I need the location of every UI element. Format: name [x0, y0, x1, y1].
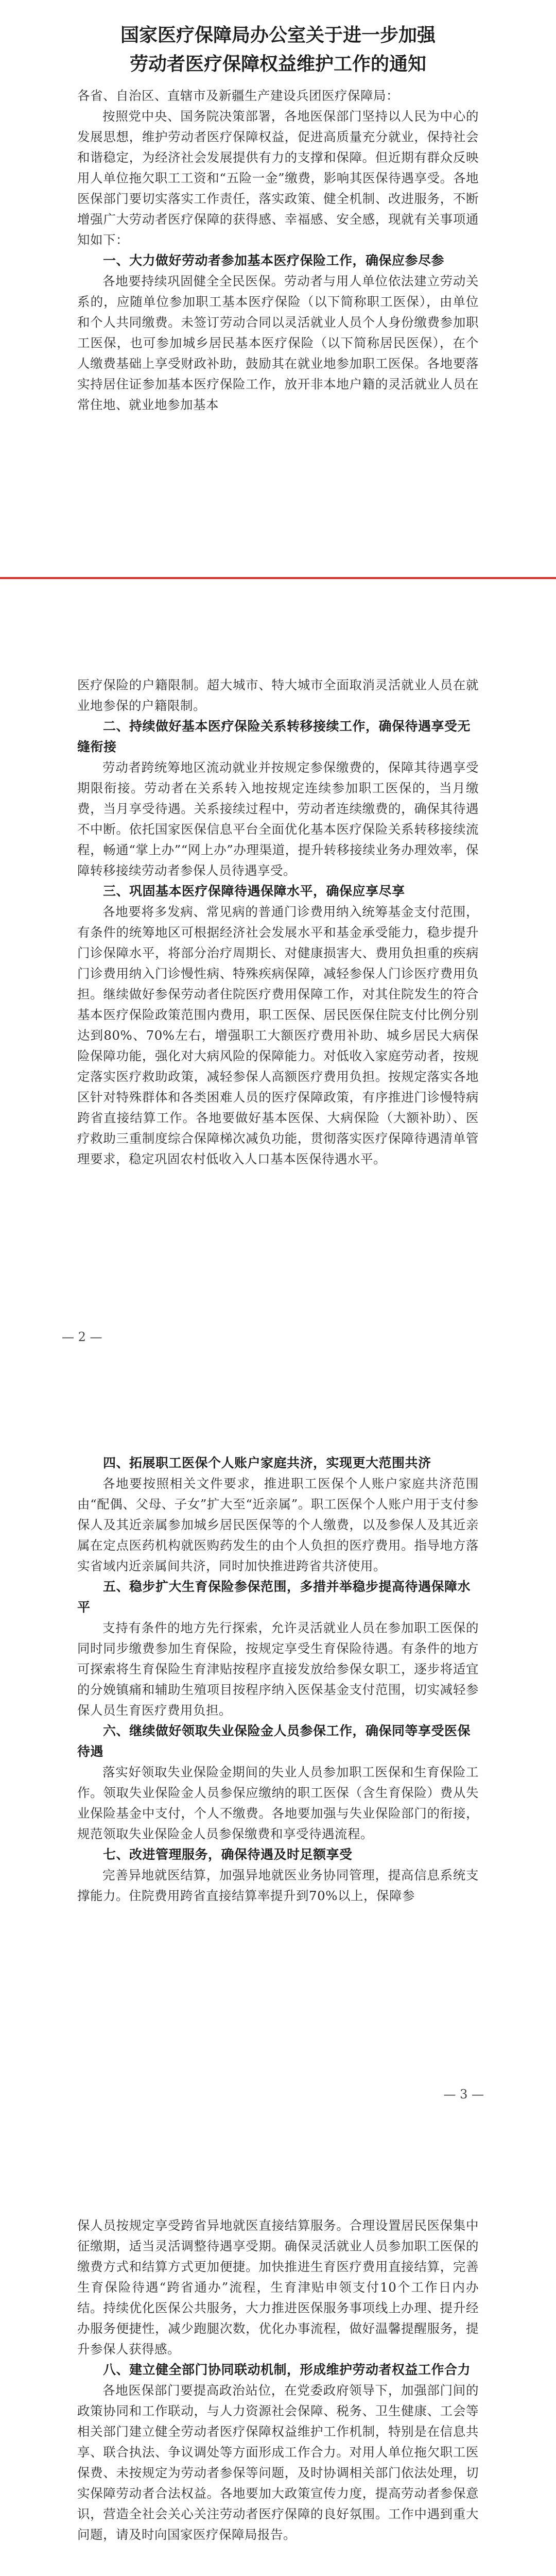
section-8-heading: 八、建立健全部门协同联动机制，形成维护劳动者权益工作合力 — [103, 2362, 471, 2377]
section-4-heading: 四、拓展职工医保个人账户家庭共济，实现更大范围共济 — [103, 1455, 431, 1470]
section-3-paragraph: 各地要将多发病、常见病的普通门诊费用纳入统筹基金支付范围，有条件的统筹地区可根据经济社会发展水平和基金承受能力，稳步提升门诊保障水平，将部分治疗周期长、对健康损害大、费用负担重的疾病门诊费用纳入门诊慢性病、特殊疾病保障，减轻参保人门诊医疗费用负担。继续做好参保劳动者住院医疗费用保障工作，对其住院发生的符合基本医疗保险政策范围内费用，职工医保、居民医保住院支付比例分别达到80%、70%左右，增强职工大额医疗费用补助、城乡居民大病保险保障功能，强化对大病风险的保障能力。对低收入家庭劳动者，按规定落实医疗救助政策，减轻参保人高额医疗费用负担。按规定落实各地区针对特殊群体和各类困难人员的医疗保障政策，有序推进门诊慢特病跨省直接结算工作。各地要做好基本医保、大病保险（大额补助）、医疗救助三重制度综合保障梯次减负功能，贯彻落实医疗保障待遇清单管理要求，稳定巩固农村低收入人口基本医保待遇水平。 — [77, 904, 479, 1166]
section-4-paragraph: 各地要按照相关文件要求，推进职工医保个人账户家庭共济范围由“配偶、父母、子女”扩大至“近亲属”。职工医保个人账户用于支付参保人及其近亲属参加城乡居民医保等的个人缴费，以及参保人及其近亲属在定点医药机构就医购药发生的由个人负担的医疗费用。指导地方落实省域内近亲属间共济，同时加快推进跨省共济使用。 — [77, 1476, 479, 1573]
section-6-heading: 六、继续做好领取失业保险金人员参保工作，确保同等享受医保待遇 — [77, 1723, 471, 1759]
document-title-line1: 国家医疗保障局办公室关于进一步加强 — [120, 24, 436, 46]
section-7-paragraph: 完善异地就医结算，加强异地就医业务协同管理，提高信息系统支撑能力。住院费用跨省直接结算率提升到70%以上，保障参 — [77, 1868, 479, 1903]
section-2-paragraph: 劳动者跨统筹地区流动就业并按规定参保缴费的，保障其待遇享受期限衔接。劳动者在关系转入地按规定连续参加职工医保的，当月缴费，当月享受待遇。关系接续过程中，劳动者连续缴费的，确保其待遇不中断。依托国家医保信息平台全面优化基本医疗保险关系转移接续流程，畅通“掌上办”“网上办”办理渠道，提升转移接续业务办理效率，保障转移接续劳动者参保人员待遇享受。 — [77, 760, 479, 878]
section-8-paragraph: 各地医保部门要提高政治站位，在党委政府领导下，加强部门间的政策协同和工作联动，与人力资源社会保障、税务、卫生健康、工会等相关部门建立健全劳动者医疗保障权益维护工作机制，特别是在信息共享、联合执法、争议调处等方面形成工作合力。对用人单位拖欠职工医保费、未按规定为劳动者参保等问题，及时协调相关部门依法处理，切实保障劳动者合法权益。各地要加大政策宣传力度，提高劳动者参保意识，营造全社会关心关注劳动者医疗保障的良好氛围。工作中遇到重大问题，请及时向国家医疗保障局报告。 — [77, 2383, 479, 2542]
intro-paragraph: 按照党中央、国务院决策部署，各地医保部门坚持以人民为中心的发展思想，维护劳动者医疗保障权益，促进高质量充分就业，保持社会和谐稳定，为经济社会发展提供有力的支撑和保障。但近期有群众反映用人单位拖欠职工工资和“五险一金”缴费，影响其医保待遇享受。各地医保部门要切实落实工作责任，落实政策、健全机制、改进服务，不断增强广大劳动者医疗保障的获得感、幸福感、安全感，现就有关事项通知如下： — [77, 109, 479, 247]
page-1 — [0, 21, 556, 415]
salutation: 各省、自治区、直辖市及新疆生产建设兵团医疗保障局： — [77, 88, 399, 103]
section-5-paragraph: 支持有条件的地方先行探索，允许灵活就业人员在参加职工医保的同时同步缴费参加生育保险，按规定享受生育保险待遇。有条件的地方可探索将生育保险生育津贴按程序直接发放给参保女职工，逐步将适宜的分娩镇痛和辅助生殖项目按程序纳入医保基金支付范围，切实减轻参保人员生育医疗费用负担。 — [77, 1620, 479, 1718]
page-number-3: — 3 — — [443, 2087, 484, 2102]
section-5-heading: 五、稳步扩大生育保险参保范围，多措并举稳步提高待遇保障水平 — [77, 1579, 471, 1615]
section-1-paragraph: 各地要持续巩固健全全民医保。劳动者与用人单位依法建立劳动关系的，应随单位参加职工基本医疗保险（以下简称职工医保），由单位和个人共同缴费。未签订劳动合同以灵活就业人员个人身份缴费参加职工医保，也可参加城乡居民基本医疗保险（以下简称居民医保），在个人缴费基础上享受财政补助，鼓励其在就业地参加职工医保。各地要落实持居住证参加基本医疗保险工作，放开非本地户籍的灵活就业人员在常住地、就业地参加基本 — [77, 274, 479, 412]
section-2-heading: 二、持续做好基本医疗保险关系转移接续工作，确保待遇享受无缝衔接 — [77, 719, 471, 754]
document-title-line2: 劳动者医疗保障权益维护工作的通知 — [129, 53, 426, 75]
section-7-continuation: 保人员按规定享受跨省异地就医直接结算服务。合理设置居民医保集中征缴期，适当灵活调整待遇享受期。确保灵活就业人员参加职工医保的缴费方式和结算方式更加便捷。加快推进生育医疗费用直接结算，完善生育保险待遇“跨省通办”流程，生育津贴申领支付10个工作日内办结。持续优化医保公共服务，大力推进医保服务事项线上办理、提升经办服务便捷性，减少跑腿次数，优化办事流程，做好温馨提醒服务，提升参保人获得感。 — [77, 2218, 479, 2357]
section-3-heading: 三、巩固基本医疗保障待遇保障水平，确保应享尽享 — [103, 884, 405, 899]
section-7-heading: 七、改进管理服务，确保待遇及时足额享受 — [103, 1847, 353, 1862]
page-cut-line — [0, 577, 556, 579]
page-4 — [0, 2215, 556, 2545]
section-1-heading: 一、大力做好劳动者参加基本医疗保险工作，确保应参尽参 — [103, 253, 445, 268]
page-number-2: — 2 — — [62, 1330, 102, 1344]
page-2 — [0, 675, 556, 1170]
page-3 — [0, 1453, 556, 1906]
section-6-paragraph: 落实好领取失业保险金期间的失业人员参加职工医保和生育保险工作。领取失业保险金人员参保应缴纳的职工医保（含生育保险）费从失业保险基金中支付，个人不缴费。各地要加强与失业保险部门的衔接，规范领取失业保险金人员参保缴费和享受待遇流程。 — [77, 1765, 479, 1841]
section-1-continuation: 医疗保险的户籍限制。超大城市、特大城市全面取消灵活就业人员在就业地参保的户籍限制。 — [77, 677, 479, 713]
